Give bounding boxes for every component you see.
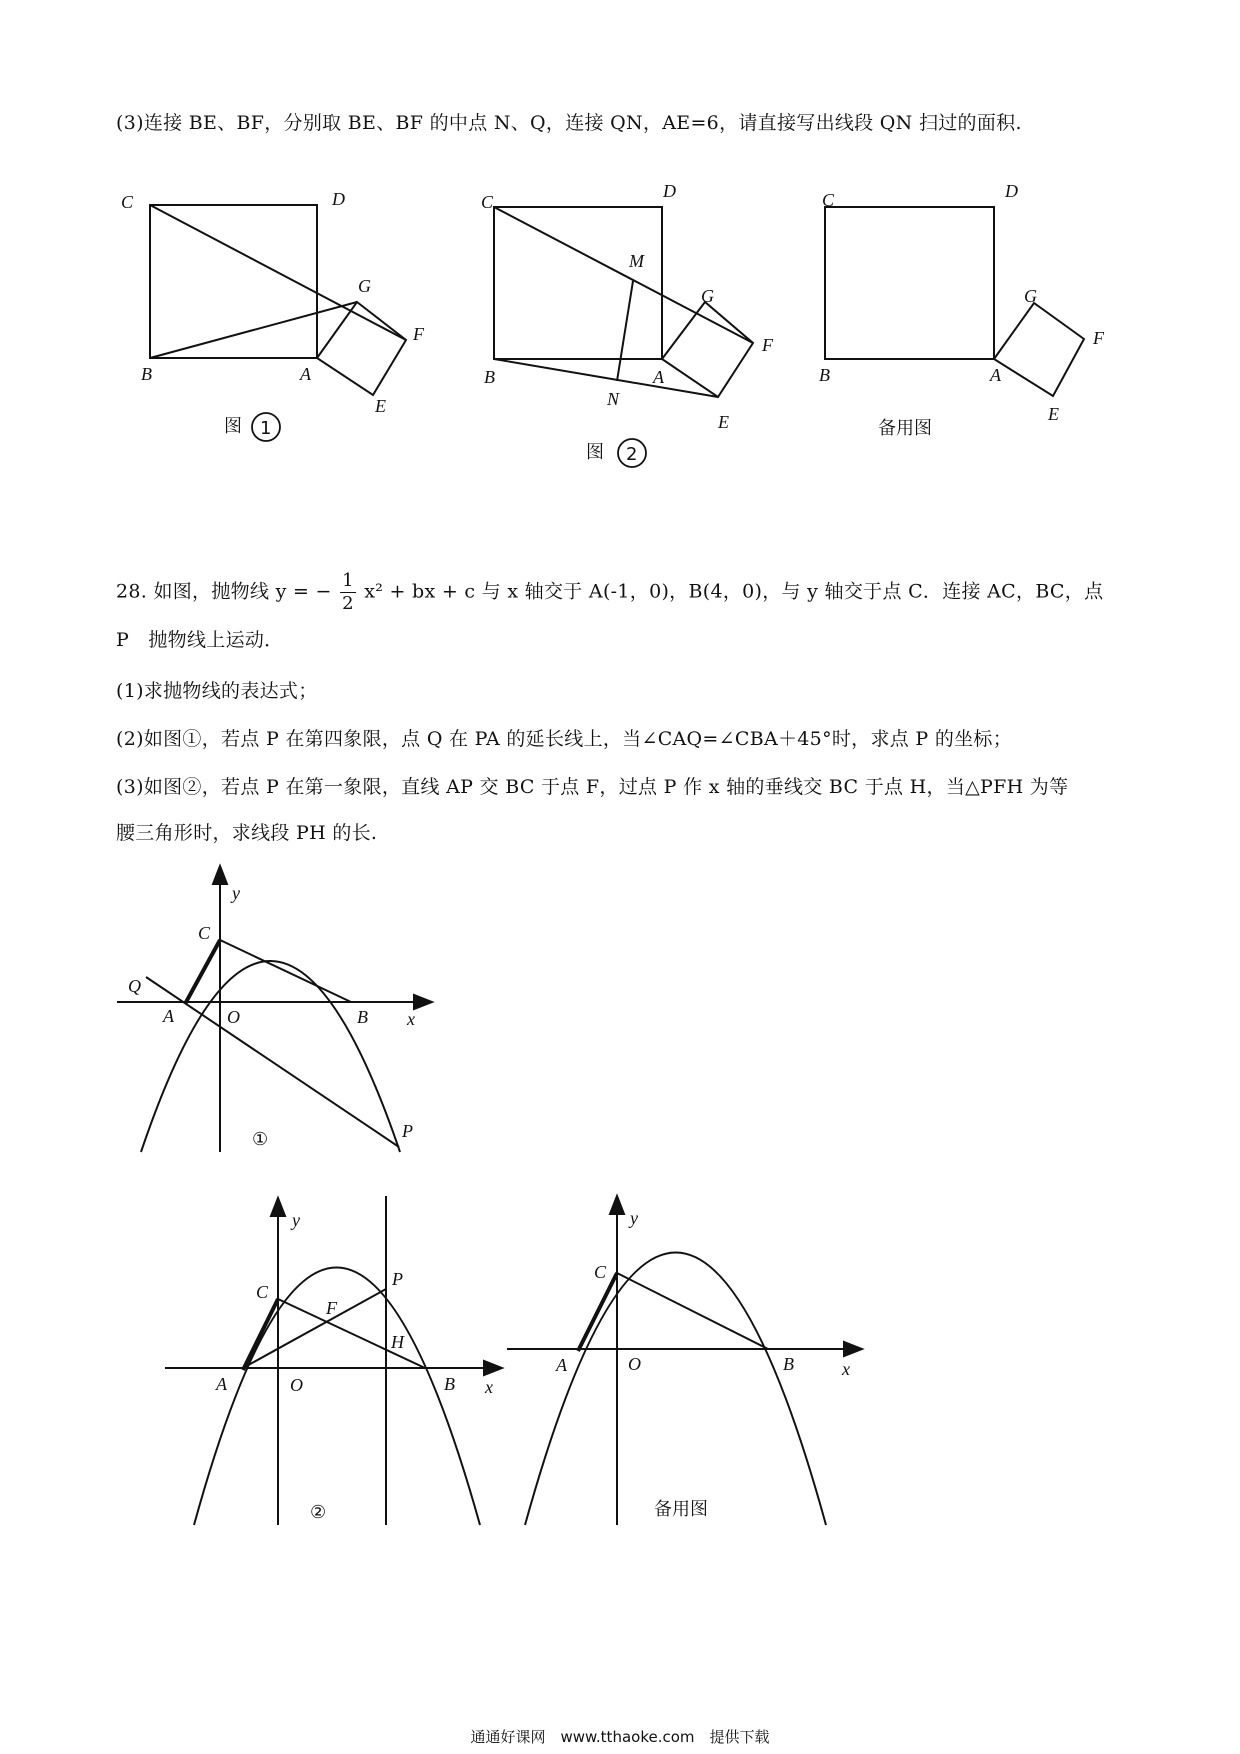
segment-bg bbox=[150, 302, 357, 358]
figure-caption: 图 bbox=[224, 416, 242, 437]
segment-cf bbox=[494, 207, 753, 343]
point-label: B bbox=[783, 1354, 794, 1374]
point-label: B bbox=[819, 365, 830, 385]
point-label: B bbox=[141, 364, 152, 384]
point-label: F bbox=[326, 1298, 337, 1318]
point-label: F bbox=[1093, 328, 1104, 348]
y-axis-arrow bbox=[213, 866, 227, 884]
axis-label-y: y bbox=[292, 1210, 300, 1230]
point-label: C bbox=[594, 1262, 607, 1282]
point-label: O bbox=[227, 1007, 240, 1027]
page-footer: 通通好课网 www.tthaoke.com 提供下载 bbox=[470, 1728, 770, 1746]
axis-label-y: y bbox=[630, 1208, 638, 1228]
segment-ac bbox=[185, 940, 220, 1004]
figure-caption: ② bbox=[310, 1502, 327, 1523]
point-label: E bbox=[718, 412, 729, 432]
q28-figure-1 bbox=[117, 866, 432, 1152]
axis-label-x: x bbox=[485, 1377, 493, 1397]
point-label: Q bbox=[128, 976, 141, 996]
point-label: D bbox=[663, 181, 676, 201]
axis-label-y: y bbox=[232, 883, 240, 903]
point-label: E bbox=[1048, 404, 1059, 424]
figure-caption: 图 bbox=[586, 442, 604, 463]
q27-spare-figure bbox=[819, 181, 1105, 439]
q28-intro-a: 28. 如图，抛物线 y = − bbox=[116, 580, 332, 603]
figure-caption-number: 1 bbox=[260, 418, 272, 439]
square-aefg bbox=[994, 303, 1084, 396]
point-label: F bbox=[762, 335, 773, 355]
q27-part3: (3)连接 BE、BF，分别取 BE、BF 的中点 N、Q，连接 QN，AE=6，请直接写出线段 QN 扫过的面积. bbox=[116, 112, 1022, 134]
q28-intro-c: P 抛物线上运动． bbox=[116, 629, 284, 651]
point-label: A bbox=[990, 365, 1001, 385]
parabola bbox=[194, 1268, 480, 1526]
segment-cf bbox=[150, 205, 406, 340]
point-label: O bbox=[290, 1375, 303, 1395]
q27-figure-2 bbox=[481, 181, 774, 467]
axis-label-x: x bbox=[842, 1359, 850, 1379]
point-label: B bbox=[444, 1374, 455, 1394]
q27-figure-1 bbox=[121, 189, 425, 441]
q28-part3b: 腰三角形时，求线段 PH 的长. bbox=[116, 822, 378, 844]
q28-intro-b: x² + bx + c 与 x 轴交于 A(-1，0)，B(4，0)，与 y 轴交于点 C．连接 AC，BC，点 bbox=[364, 580, 1104, 603]
point-label: O bbox=[628, 1354, 641, 1374]
square-abcd bbox=[825, 207, 994, 359]
point-label: N bbox=[607, 389, 620, 409]
point-label: E bbox=[375, 396, 386, 416]
parabola bbox=[525, 1253, 826, 1526]
point-label: C bbox=[198, 923, 211, 943]
figure-caption: ① bbox=[252, 1129, 269, 1150]
figure-caption: 备用图 bbox=[878, 418, 932, 439]
point-label: A bbox=[216, 1374, 227, 1394]
x-axis-arrow bbox=[844, 1342, 862, 1356]
x-axis-arrow bbox=[484, 1361, 502, 1375]
point-label: M bbox=[629, 251, 644, 271]
q28-part3a: (3)如图②，若点 P 在第一象限，直线 AP 交 BC 于点 F，过点 P 作 x 轴的垂线交 BC 于点 H，当△PFH 为等 bbox=[116, 776, 1069, 798]
y-axis-arrow bbox=[271, 1198, 285, 1216]
fraction-denominator: 2 bbox=[342, 593, 354, 614]
square-aefg bbox=[662, 302, 753, 397]
point-label: P bbox=[392, 1269, 403, 1289]
q28-part1: (1)求抛物线的表达式； bbox=[116, 680, 318, 702]
point-label: G bbox=[701, 286, 714, 306]
point-label: C bbox=[256, 1282, 269, 1302]
point-label: A bbox=[163, 1006, 174, 1026]
q28-spare-figure bbox=[507, 1196, 862, 1525]
segment-mn bbox=[617, 281, 633, 381]
point-label: C bbox=[481, 192, 494, 212]
point-label: A bbox=[653, 367, 664, 387]
point-label: G bbox=[1024, 286, 1037, 306]
segment-ac bbox=[578, 1273, 617, 1351]
point-label: P bbox=[402, 1121, 413, 1141]
fraction-numerator: 1 bbox=[342, 570, 354, 591]
point-label: D bbox=[1005, 181, 1018, 201]
point-label: B bbox=[357, 1007, 368, 1027]
parabola bbox=[141, 961, 400, 1152]
point-label: G bbox=[358, 276, 371, 296]
point-label: C bbox=[121, 192, 134, 212]
point-label: D bbox=[332, 189, 345, 209]
point-label: B bbox=[484, 367, 495, 387]
q28-part2: (2)如图①，若点 P 在第四象限，点 Q 在 PA 的延长线上，当∠CAQ=∠CBA＋45°时，求点 P 的坐标； bbox=[116, 728, 1013, 750]
y-axis-arrow bbox=[610, 1196, 624, 1214]
point-label: A bbox=[556, 1355, 567, 1375]
point-label: A bbox=[300, 364, 311, 384]
point-label: C bbox=[822, 190, 835, 210]
figure-caption: 备用图 bbox=[654, 1499, 708, 1520]
segment-be bbox=[494, 359, 718, 397]
axis-label-x: x bbox=[407, 1009, 415, 1029]
q28-figure-2 bbox=[165, 1196, 502, 1525]
figure-caption-number: 2 bbox=[626, 444, 638, 465]
x-axis-arrow bbox=[414, 995, 432, 1009]
point-label: H bbox=[391, 1332, 404, 1352]
point-label: F bbox=[413, 324, 424, 344]
